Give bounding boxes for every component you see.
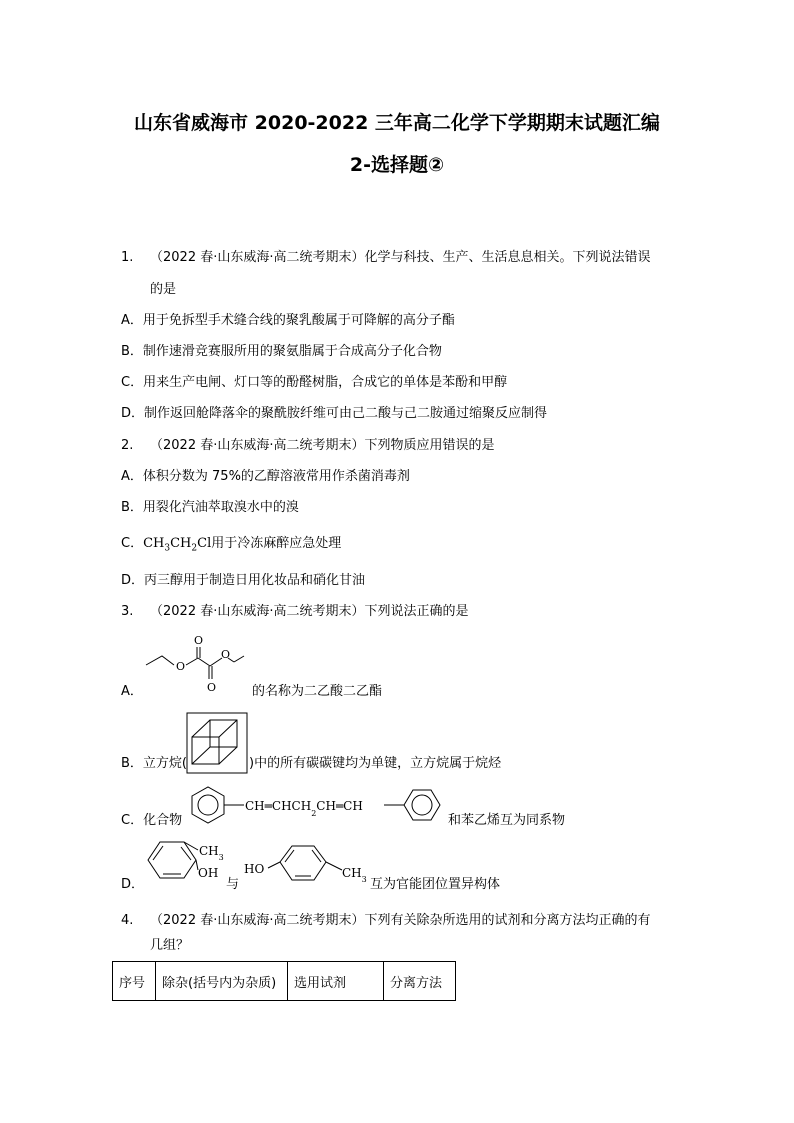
svg-text:CH3: $CH_3$ xyxy=(342,866,367,884)
table-header-row xyxy=(113,962,456,1001)
question-2-option-a: A．体积分数为 75%的乙醇溶液常用作杀菌消毒剂 xyxy=(121,469,410,484)
cubane-structure xyxy=(186,712,248,774)
question-1-stem-cont: 的是 xyxy=(150,282,177,297)
diphenylpentadiene-structure xyxy=(182,782,448,838)
table-header-cell: 除杂(括号内为杂质) xyxy=(156,962,288,1001)
question-3-option-a-text: 的名称为二乙酸二乙酯 xyxy=(252,684,383,699)
question-2-number: 2. xyxy=(121,438,134,453)
question-3-number: 3. xyxy=(121,604,134,619)
table-header-cell: 选用试剂 xyxy=(288,962,384,1001)
page-title: 山东省威海市 2020-2022 三年高二化学下学期期末试题汇编 xyxy=(134,112,660,134)
ester-oxygen-label: O xyxy=(176,660,186,673)
diethyl-oxalate-structure xyxy=(140,632,250,696)
impurity-removal-table xyxy=(112,961,456,1001)
question-3-option-c-label: C．化合物 xyxy=(121,813,183,828)
question-4-number: 4. xyxy=(121,913,134,928)
question-1-option-d: D．制作返回舱降落伞的聚酰胺纤维可由己二酸与己二胺通过缩聚反应制得 xyxy=(121,406,548,421)
question-2-option-c xyxy=(121,535,341,558)
page-subtitle: 2-选择题② xyxy=(349,154,445,176)
option-c-label: C． xyxy=(121,536,144,551)
question-1-option-a: A．用于免拆型手术缝合线的聚乳酸属于可降解的高分子酯 xyxy=(121,313,455,328)
question-1-option-c: C．用来生产电闸、灯口等的酚醛树脂，合成它的单体是苯酚和甲醇 xyxy=(121,375,508,390)
question-2-stem: （2022 春·山东威海·高二统考期末）下列物质应用错误的是 xyxy=(150,438,495,453)
carbonyl-oxygen-label: O xyxy=(194,634,204,647)
question-3-option-b-text: )中的所有碳碳键均为单键，立方烷属于烷烃 xyxy=(249,756,502,771)
svg-text:OH: OH xyxy=(198,866,219,880)
para-cresol-structure xyxy=(242,842,374,886)
question-4-stem: （2022 春·山东威海·高二统考期末）下列有关除杂所选用的试剂和分离方法均正确的有 xyxy=(150,913,651,928)
question-3-option-d-text: 互为官能团位置异构体 xyxy=(370,877,501,892)
ortho-cresol-structure xyxy=(140,838,232,890)
question-3-option-d-connector: 与 xyxy=(226,877,240,892)
question-3-option-d-label: D． xyxy=(121,877,145,892)
table-header-cell: 序号 xyxy=(113,962,156,1001)
question-1-stem: （2022 春·山东威海·高二统考期末）化学与科技、生产、生活息息相关。下列说法错误 xyxy=(150,250,651,265)
question-2-option-b: B．用裂化汽油萃取溴水中的溴 xyxy=(121,500,299,515)
question-3-option-a-label: A． xyxy=(121,684,143,699)
carbonyl-oxygen-label: O xyxy=(207,681,217,694)
svg-text:CH3: $CH_3$ xyxy=(199,844,224,862)
question-1-option-b: B．制作速滑竞赛服所用的聚氨脂属于合成高分子化合物 xyxy=(121,344,442,359)
question-2-option-d: D．丙三醇用于制造日用化妆品和硝化甘油 xyxy=(121,573,366,588)
option-c-text: 用于冷冻麻醉应急处理 xyxy=(211,536,342,551)
question-3-option-c-text: 和苯乙烯互为同系物 xyxy=(448,813,566,828)
question-3-option-b-label: B．立方烷( xyxy=(121,756,187,771)
chloroethane-formula: $CH_3CH_2Cl$ xyxy=(143,536,212,554)
question-3-stem: （2022 春·山东威海·高二统考期末）下列说法正确的是 xyxy=(150,604,469,619)
question-1-number: 1. xyxy=(121,250,134,265)
question-4-stem-cont: 几组？ xyxy=(150,938,190,953)
svg-text:CH═CHCH2CH═CH: $CH═CHCH_2CH═CH$ xyxy=(245,799,363,818)
svg-text:HO: HO xyxy=(244,862,265,876)
table-header-cell: 分离方法 xyxy=(384,962,456,1001)
ester-oxygen-label: O xyxy=(221,648,231,661)
